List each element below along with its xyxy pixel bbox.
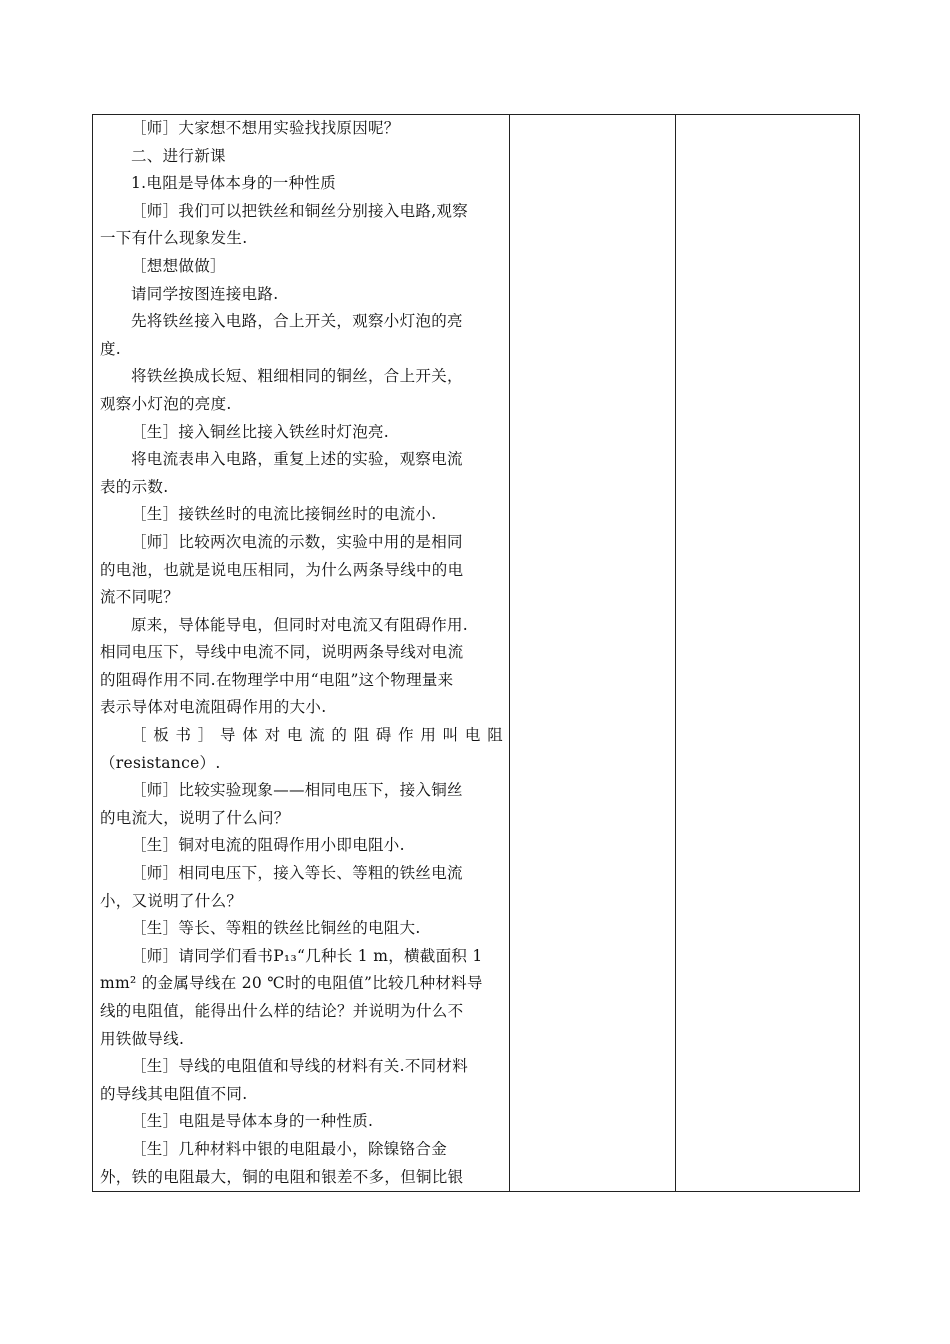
teacher-activity-cell — [510, 115, 676, 1192]
text-line: 原来，导体能导电，但同时对电流又有阻碍作用. — [131, 615, 469, 634]
text-line: 将铁丝换成长短、粗细相同的铜丝，合上开关， — [131, 367, 463, 386]
text-line: ［板书］导体对电流的阻碍作用叫电阻 — [131, 726, 503, 745]
table-row — [93, 115, 860, 1192]
text-line: 用铁做导线. — [100, 1029, 185, 1048]
lesson-content — [93, 115, 509, 1191]
text-line: ［师］大家想不想用实验找找原因呢？ — [131, 119, 400, 137]
text-line: ［生］几种材料中银的电阻最小，除镍铬合金 — [131, 1139, 448, 1158]
text-line: 1.电阻是导体本身的一种性质 — [131, 174, 336, 193]
text-line: 小，又说明了什么？ — [100, 891, 243, 910]
notes-cell — [676, 115, 860, 1192]
text-line: ［生］接铁丝时的电流比接铜丝时的电流小. — [131, 505, 437, 524]
text-line: ［师］比较两次电流的示数，实验中用的是相同 — [131, 532, 463, 551]
text-line: 将电流表串入电路，重复上述的实验，观察电流 — [131, 450, 463, 469]
text-line: 表的示数. — [100, 477, 169, 496]
text-line: ［生］导线的电阻值和导线的材料有关.不同材料 — [131, 1057, 469, 1076]
text-line: 外，铁的电阻最大，铜的电阻和银差不多，但铜比银 — [100, 1167, 464, 1186]
text-line: 的电流大，说明了什么问？ — [100, 808, 290, 827]
lesson-table — [92, 114, 860, 1192]
text-line: 的电池，也就是说电压相同，为什么两条导线中的电 — [100, 560, 464, 579]
text-line: 的阻碍作用不同.在物理学中用“电阻”这个物理量来 — [100, 670, 454, 689]
text-line: mm² 的金属导线在 20 ℃时的电阻值”比较几种材料导 — [100, 974, 483, 993]
text-line: （resistance）. — [100, 753, 221, 772]
text-line: ［生］接入铜丝比接入铁丝时灯泡亮. — [131, 422, 390, 441]
text-line: ［想想做做］ — [131, 256, 226, 275]
text-line: 一下有什么现象发生. — [100, 229, 248, 248]
text-line: ［师］我们可以把铁丝和铜丝分别接入电路,观察 — [131, 201, 469, 220]
text-line: ［师］比较实验现象——相同电压下，接入铜丝 — [131, 781, 463, 800]
text-line: 度. — [100, 339, 122, 358]
text-line: 流不同呢？ — [100, 588, 180, 607]
text-line: ［生］铜对电流的阻碍作用小即电阻小. — [131, 836, 405, 855]
text-line: ［生］等长、等粗的铁丝比铜丝的电阻大. — [131, 919, 421, 938]
text-line: 线的电阻值，能得出什么样的结论？并说明为什么不 — [100, 1002, 464, 1020]
text-line: 先将铁丝接入电路，合上开关，观察小灯泡的亮 — [131, 312, 463, 331]
text-line: 表示导体对电流阻碍作用的大小. — [100, 698, 327, 717]
text-line: ［师］相同电压下，接入等长、等粗的铁丝电流 — [131, 864, 463, 883]
text-line: 二、进行新课 — [131, 146, 226, 165]
text-line: ［生］电阻是导体本身的一种性质. — [131, 1112, 374, 1131]
lesson-content-cell — [93, 115, 510, 1192]
text-line: 相同电压下，导线中电流不同，说明两条导线对电流 — [100, 643, 464, 662]
text-line: 请同学按图连接电路. — [131, 284, 279, 303]
text-line: 的导线其电阻值不同. — [100, 1084, 248, 1103]
text-line: ［师］请同学们看书P₁₃“几种长 1 m，横截面积 1 — [131, 946, 483, 965]
text-line: 观察小灯泡的亮度. — [100, 394, 232, 413]
